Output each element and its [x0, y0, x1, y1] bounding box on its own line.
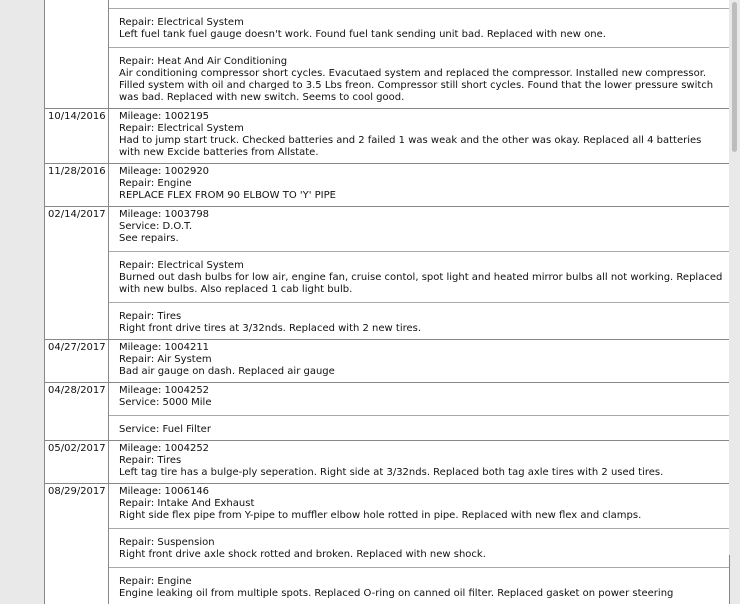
service-record: [109, 484, 729, 526]
row-records: [109, 164, 729, 206]
history-row: [45, 483, 729, 604]
row-date: 02/14/2017: [45, 207, 109, 339]
service-record: [109, 441, 729, 483]
record-line: Mileage: 1006146: [119, 486, 210, 497]
service-record: [109, 302, 729, 339]
service-record: [109, 528, 729, 565]
row-date: 05/02/2017: [45, 441, 109, 483]
service-record: [109, 8, 729, 45]
record-line: Right front drive tires at 3/32nds. Replaced with 2 new tires.: [119, 323, 422, 334]
record-line: Repair: Electrical System: [119, 260, 244, 271]
history-row: [45, 163, 729, 206]
record-line: Burned out dash bulbs for low air, engine fan, cruise contol, spot light and heated mirror bulbs all not working. Replaced with new bulbs. Also replaced 1 cab light bulb.: [119, 272, 726, 295]
record-line: Mileage: 1004252: [119, 385, 210, 396]
history-row: [45, 339, 729, 382]
history-row: [45, 108, 729, 163]
service-record: [109, 47, 729, 108]
row-date: [45, 0, 109, 108]
row-date: 11/28/2016: [45, 164, 109, 206]
record-line: Repair: Tires: [119, 455, 182, 466]
record-line: Left fuel tank fuel gauge doesn't work. Found fuel tank sending unit bad. Replaced with new one.: [119, 29, 606, 40]
service-record: [109, 0, 729, 6]
record-line: Repair: Engine: [119, 576, 192, 587]
history-row: [45, 0, 729, 108]
scrollbar[interactable]: [729, 0, 739, 555]
row-date: 04/27/2017: [45, 340, 109, 382]
service-record: [109, 164, 729, 206]
row-records: [109, 484, 729, 604]
scrollbar-thumb[interactable]: [732, 2, 737, 152]
record-line: Mileage: 1003798: [119, 209, 210, 220]
record-line: Repair: Suspension: [119, 537, 215, 548]
record-line: Right front drive axle shock rotted and broken. Replaced with new shock.: [119, 549, 486, 560]
service-record: [109, 251, 729, 300]
service-record: [109, 567, 729, 604]
record-line: Repair: Heat And Air Conditioning: [119, 56, 288, 67]
record-line: Left tag tire has a bulge-ply seperation. Right side at 3/32nds. Replaced both tag axle tires with 2 used tires.: [119, 467, 664, 478]
history-row: [45, 440, 729, 483]
record-line: Repair: Electrical System: [119, 17, 244, 28]
record-line: Repair: Tires: [119, 311, 182, 322]
record-line: Service: D.O.T.: [119, 221, 193, 232]
record-line: Repair: Air System: [119, 354, 212, 365]
record-line: Mileage: 1002195: [119, 111, 210, 122]
service-record: [109, 109, 729, 163]
service-record: [109, 207, 729, 249]
history-row: [45, 206, 729, 339]
record-line: Air conditioning compressor short cycles. Evacutaed system and replaced the compressor. Installed new compressor. Filled system with oil and charged to 3.5 Lbs freon. Compressor still short cycles. Found that the lower pressure switch was bad. Replaced with new switch. Seems to cool good.: [119, 68, 717, 103]
row-date: 04/28/2017: [45, 383, 109, 440]
record-line: Right side flex pipe from Y-pipe to muffler elbow hole rotted in pipe. Replaced with new flex and clamps.: [119, 510, 642, 521]
service-history-table: [44, 0, 730, 604]
record-line: Service: Fuel Filter: [119, 424, 211, 435]
record-line: REPLACE FLEX FROM 90 ELBOW TO 'Y' PIPE: [119, 190, 336, 201]
record-line: Mileage: 1004211: [119, 342, 210, 353]
row-records: [109, 207, 729, 339]
service-record: [109, 383, 729, 413]
record-line: See repairs.: [119, 233, 179, 244]
record-line: Had to jump start truck. Checked batteries and 2 failed 1 was weak and the other was okay. Replaced all 4 batteries with new Excide batteries from Allstate.: [119, 135, 705, 158]
record-line: Engine leaking oil from multiple spots. Replaced O-ring on canned oil filter. Replaced gasket on power steering: [119, 588, 674, 599]
record-line: Mileage: 1002920: [119, 166, 210, 177]
service-record: [109, 415, 729, 440]
row-date: 10/14/2016: [45, 109, 109, 163]
row-records: [109, 109, 729, 163]
record-line: Service: 5000 Mile: [119, 397, 212, 408]
row-records: [109, 441, 729, 483]
row-records: [109, 383, 729, 440]
record-line: Repair: Electrical System: [119, 123, 244, 134]
row-records: [109, 340, 729, 382]
row-date: 08/29/2017: [45, 484, 109, 604]
history-row: [45, 382, 729, 440]
record-line: Mileage: 1004252: [119, 443, 210, 454]
record-line: Repair: Intake And Exhaust: [119, 498, 255, 509]
row-records: [109, 0, 729, 108]
record-line: [119, 0, 723, 2]
service-record: [109, 340, 729, 382]
record-line: Bad air gauge on dash. Replaced air gauge: [119, 366, 335, 377]
record-line: Repair: Engine: [119, 178, 192, 189]
